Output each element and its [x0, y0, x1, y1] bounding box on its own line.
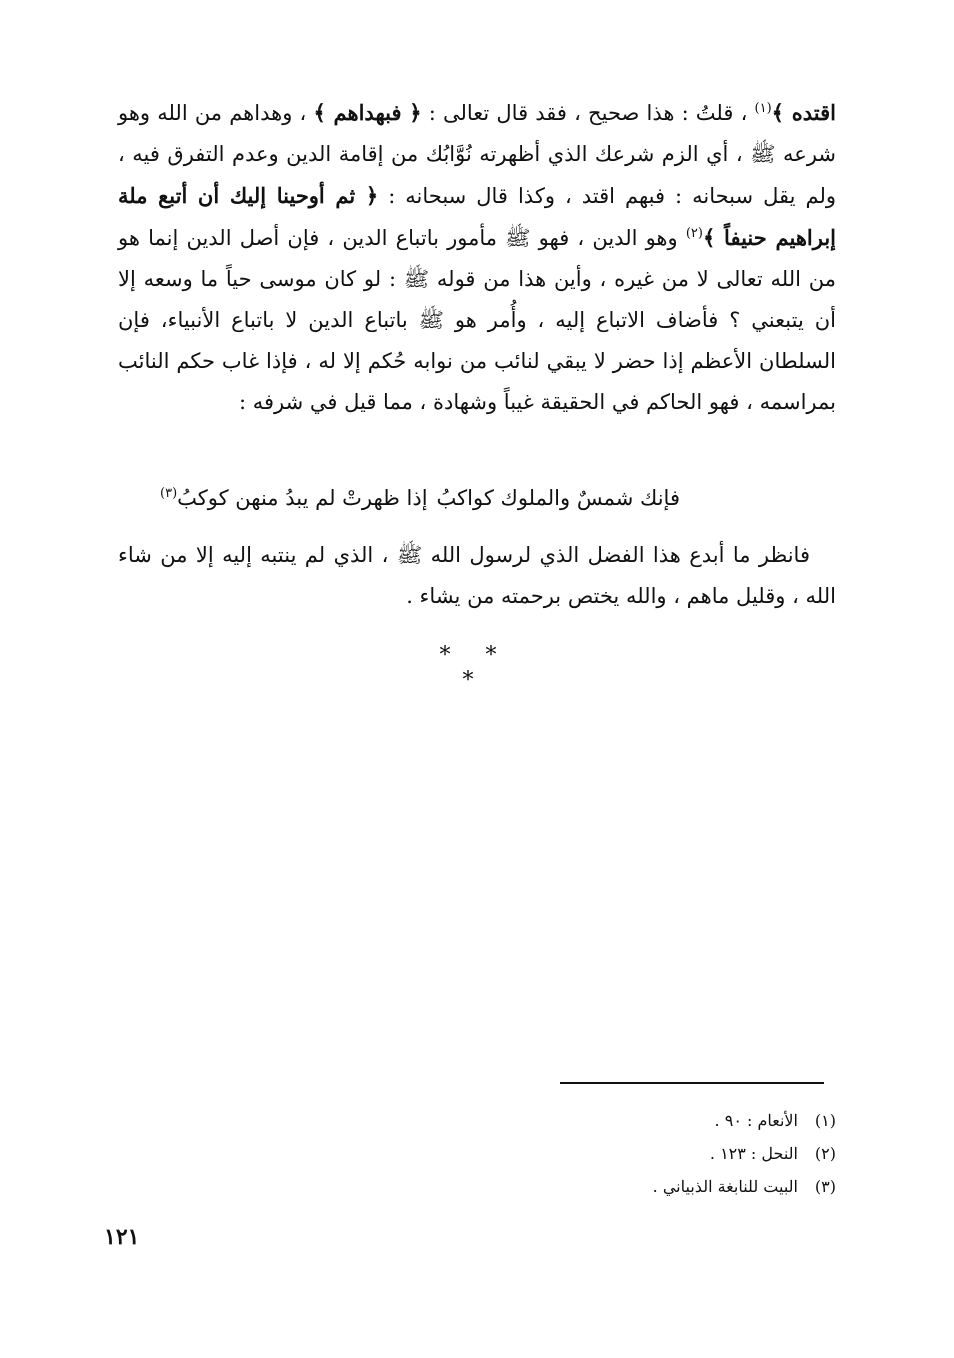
poetry-verse: [160, 478, 680, 519]
text-run: ، قلتُ : هذا صحيح ، فقد قال تعالى :: [421, 101, 755, 125]
footnote-number: (٢): [814, 1144, 836, 1163]
quran-quote: ﴿ فبهداهم ﴾: [313, 100, 422, 125]
closing-paragraph: [118, 535, 836, 617]
verse-hemistich-second: إذا ظهرتْ لم يبدُ منهن كوكبُ: [177, 486, 428, 510]
footnote-text: الأنعام : ٩٠ .: [714, 1111, 798, 1130]
footnote-item: [560, 1137, 836, 1170]
verse-hemistich-second-wrap: [160, 478, 428, 519]
verse-hemistich-first: فإنك شمسٌ والملوك كواكبُ: [436, 486, 680, 510]
main-paragraph: [118, 92, 836, 423]
footnote-item: [560, 1170, 836, 1203]
quran-quote-end: اقتده ﴾: [771, 100, 836, 125]
paragraph-2: فانظر ما أبدع هذا الفضل الذي لرسول الله ﷺ ، الذي لم ينتبه إليه إلا من شاء الله ، وقليل ماهم ، والله يختص برحمته من يشاء .: [118, 543, 836, 608]
quran-quote: ﴿ ثم أوحينا إليك أن أتبع ملة إبراهيم حنيفاً ﴾: [118, 183, 837, 250]
footnote-ref-3[interactable]: (٣): [160, 486, 178, 501]
footnotes: [560, 1104, 836, 1203]
footnote-text: البيت للنابغة الذبياني .: [652, 1177, 798, 1196]
page-number: ١٢١: [104, 1224, 140, 1250]
footnote-number: (١): [814, 1111, 836, 1130]
footnote-item: [560, 1104, 836, 1137]
footnote-text: النحل : ١٢٣ .: [709, 1144, 798, 1163]
paragraph-1: [118, 92, 836, 423]
text-run: وهو الدين ، فهو ﷺ مأمور باتباع الدين ، فإن أصل الدين إنما هو من الله تعالى لا من غيره ، وأين هذا من قوله ﷺ : لو كان موسى حياً ما وسعه إلا أن يتبعني ؟ فأضاف الاتباع إليه ، وأُمر هو ﷺ باتباع الدين لا باتباع الأنبياء، فإن السلطان الأعظم إذا حضر لا يبقي لنائب من نوابه حُكم إلا له ، فإذا غاب حكم النائب بمراسمه ، فهو الحاكم في الحقيقة غيباً وشهادة ، مما قيل في شرفه :: [118, 226, 836, 414]
footnote-ref-1[interactable]: (١): [754, 101, 772, 116]
section-separator: * * *: [439, 643, 511, 693]
text-run: ، وهداهم من الله وهو شرعه ﷺ ، أي الزم شرعك الذي أظهرته نُوَّابُك من إقامة الدين وعدم التفرق فيه ، ولم يقل سبحانه : فبهم اقتد ، وكذا قال سبحانه :: [118, 101, 836, 208]
footnote-divider: [560, 1082, 824, 1084]
footnote-number: (٣): [814, 1177, 836, 1196]
footnote-ref-2[interactable]: (٢): [685, 226, 703, 241]
